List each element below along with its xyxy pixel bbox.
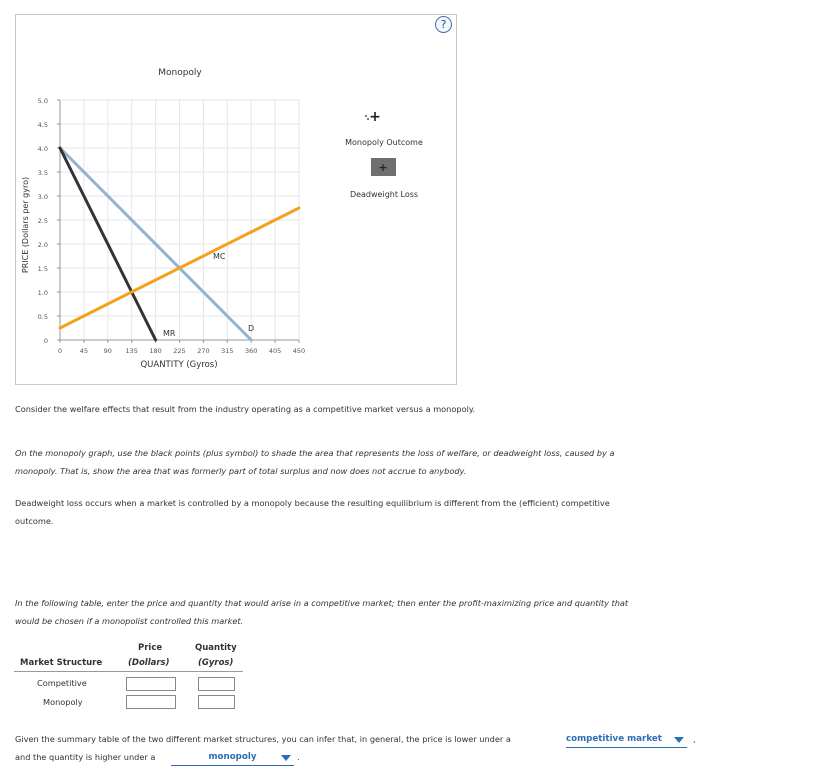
conclusion-line-2: and the quantity is higher under a (15, 752, 156, 762)
mc-label: MC (213, 252, 226, 261)
price-unit-header: (Dollars) (128, 658, 170, 668)
dwl-explanation-line-1: Deadweight loss occurs when a market is controlled by a monopoly because the resulting equilibrium is different from the (efficient) competitive (15, 498, 610, 508)
x-tick-label: 270 (197, 347, 210, 355)
price-header: Price (138, 643, 163, 653)
y-tick-label: 3.0 (37, 193, 48, 201)
svg-text:+: + (378, 161, 388, 174)
y-tick-label: 1.0 (37, 289, 48, 297)
help-icon: ? (440, 18, 447, 31)
y-tick-label: 2.5 (37, 217, 48, 225)
competitive-price-input[interactable] (126, 677, 176, 691)
x-tick-label: 315 (221, 347, 234, 355)
quantity-higher-dropdown[interactable]: monopoly (171, 751, 294, 766)
plus-point-icon: + (369, 109, 381, 125)
monopoly-price-input[interactable] (126, 695, 176, 709)
legend-monopoly-outcome-label: Monopoly Outcome (345, 138, 423, 147)
x-tick-label: 450 (292, 347, 306, 355)
table-instruction-line-1: In the following table, enter the price and quantity that would arise in a competitive market; then enter the profit-maximizing price and quantity that (15, 598, 629, 608)
y-tick-label: 3.5 (37, 169, 48, 177)
y-tick-label: 2.0 (37, 241, 48, 249)
x-tick-label: 360 (244, 347, 258, 355)
x-tick-label: 405 (268, 347, 282, 355)
row-label-competitive: Competitive (37, 678, 87, 688)
y-tick-label: 0 (43, 337, 48, 345)
x-axis-label: QUANTITY (Gyros) (140, 360, 218, 370)
market-structure-header: Market Structure (20, 658, 103, 668)
mr-label: MR (163, 329, 176, 338)
y-axis-label: PRICE (Dollars per gyro) (21, 176, 30, 274)
row-label-monopoly: Monopoly (43, 697, 83, 707)
x-tick-label: 0 (57, 347, 63, 355)
legend-deadweight-loss-label: Deadweight Loss (349, 190, 419, 199)
y-tick-label: 5.0 (37, 97, 48, 105)
chart-title: Monopoly (158, 68, 202, 78)
y-tick-label: 1.5 (37, 265, 48, 273)
table-instruction-line-2: would be chosen if a monopolist controlled this market. (15, 616, 244, 626)
demand-label: D (248, 324, 255, 333)
monopoly-quantity-input[interactable] (198, 695, 235, 709)
instruction-line-2: monopoly. That is, show the area that was formerly part of total surplus and now does not accrue to anybody. (15, 466, 467, 476)
competitive-quantity-input[interactable] (198, 677, 235, 691)
x-tick-label: 90 (103, 347, 112, 355)
legend-deadweight-loss-tool[interactable] (371, 158, 396, 176)
x-tick-label: 225 (173, 347, 186, 355)
x-tick-label: 45 (79, 347, 89, 355)
intro-text: Consider the welfare effects that result from the industry operating as a competitive market versus a monopoly. (15, 404, 476, 414)
quantity-header: Quantity (195, 643, 237, 653)
instruction-line-1: On the monopoly graph, use the black points (plus symbol) to shade the area that represents the loss of welfare, or deadweight loss, caused by a (15, 448, 615, 458)
x-tick-label: 135 (125, 347, 138, 355)
conclusion-line-1: Given the summary table of the two different market structures, you can infer that, in general, the price is lower under a (15, 734, 511, 744)
chevron-down-icon (281, 755, 291, 761)
y-tick-label: 0.5 (37, 313, 48, 321)
legend-monopoly-outcome-tool[interactable] (365, 109, 381, 125)
x-tick-label: 180 (149, 347, 162, 355)
y-tick-label: 4.0 (37, 145, 48, 153)
price-lower-dropdown[interactable]: competitive market (566, 733, 687, 748)
table-divider (14, 671, 243, 672)
dwl-explanation-line-2: outcome. (15, 516, 54, 526)
chevron-down-icon (674, 737, 684, 743)
y-tick-label: 4.5 (37, 121, 48, 129)
quantity-unit-header: (Gyros) (198, 658, 234, 668)
